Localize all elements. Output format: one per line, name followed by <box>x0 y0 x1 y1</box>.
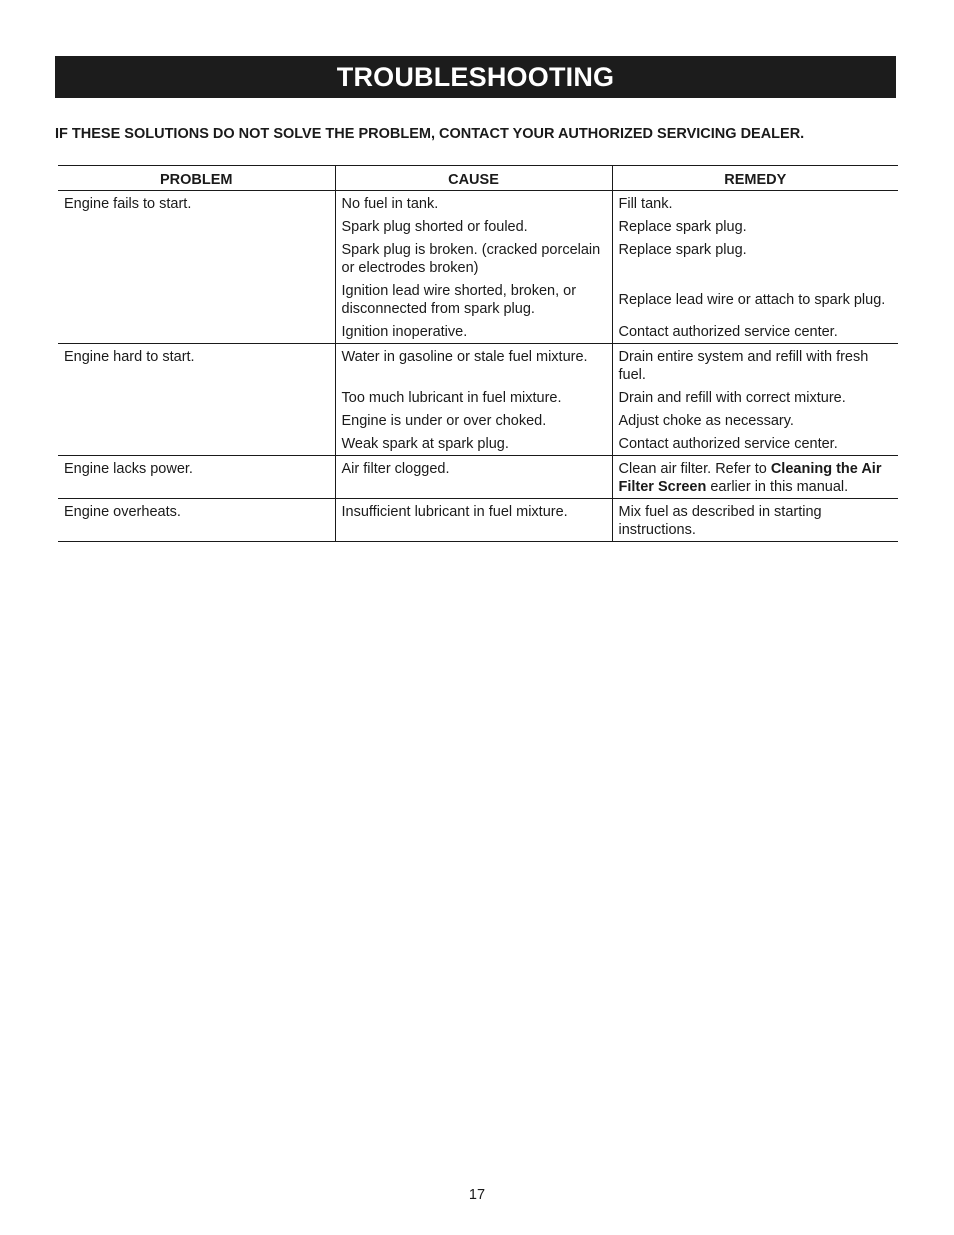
cause-cell: Ignition lead wire shorted, broken, or disconnected from spark plug. <box>335 279 612 320</box>
cause-cell: No fuel in tank. <box>335 191 612 216</box>
table-row <box>58 344 898 387</box>
remedy-cell: Contact authorized service center. <box>612 432 898 456</box>
dealer-notice: IF THESE SOLUTIONS DO NOT SOLVE THE PROBLEM, CONTACT YOUR AUTHORIZED SERVICING DEALER. <box>55 126 805 142</box>
cause-cell: Spark plug is broken. (cracked porcelain or electrodes broken) <box>335 238 612 279</box>
cause-cell: Too much lubricant in fuel mixture. <box>335 386 612 409</box>
remedy-cell: Replace spark plug. <box>612 215 898 238</box>
remedy-cell: Replace lead wire or attach to spark plug. <box>612 279 898 320</box>
cause-cell: Engine is under or over choked. <box>335 409 612 432</box>
table-row <box>58 499 898 542</box>
table-header-row <box>58 166 898 191</box>
header-remedy: REMEDY <box>612 166 898 191</box>
cause-cell: Insufficient lubricant in fuel mixture. <box>335 499 612 542</box>
remedy-text: Clean air filter. Refer to <box>618 461 771 477</box>
problem-cell: Engine overheats. <box>58 499 335 542</box>
problem-cell: Engine hard to start. <box>58 344 335 456</box>
remedy-cell: Replace spark plug. <box>612 238 898 279</box>
cause-cell: Spark plug shorted or fouled. <box>335 215 612 238</box>
remedy-cell: Fill tank. <box>612 191 898 216</box>
page-title: TROUBLESHOOTING <box>336 61 615 92</box>
cause-cell: Ignition inoperative. <box>335 320 612 344</box>
cause-cell: Air filter clogged. <box>335 456 612 499</box>
remedy-cell: Contact authorized service center. <box>612 320 898 344</box>
remedy-cell <box>612 456 898 499</box>
remedy-text: earlier in this manual. <box>706 479 849 495</box>
title-banner <box>55 56 896 98</box>
header-problem: PROBLEM <box>58 166 335 191</box>
remedy-section-reference: Cleaning the Air Filter Screen <box>618 461 882 495</box>
page-number: 17 <box>468 1187 486 1203</box>
header-cause: CAUSE <box>335 166 612 191</box>
problem-cell: Engine fails to start. <box>58 191 335 344</box>
cause-cell: Water in gasoline or stale fuel mixture. <box>335 344 612 387</box>
remedy-cell: Mix fuel as described in starting instructions. <box>612 499 898 542</box>
troubleshooting-table <box>58 165 898 542</box>
remedy-cell: Adjust choke as necessary. <box>612 409 898 432</box>
table-row <box>58 191 898 216</box>
cause-cell: Weak spark at spark plug. <box>335 432 612 456</box>
remedy-cell: Drain and refill with correct mixture. <box>612 386 898 409</box>
table-row <box>58 456 898 499</box>
remedy-cell: Drain entire system and refill with fresh fuel. <box>612 344 898 387</box>
problem-cell: Engine lacks power. <box>58 456 335 499</box>
